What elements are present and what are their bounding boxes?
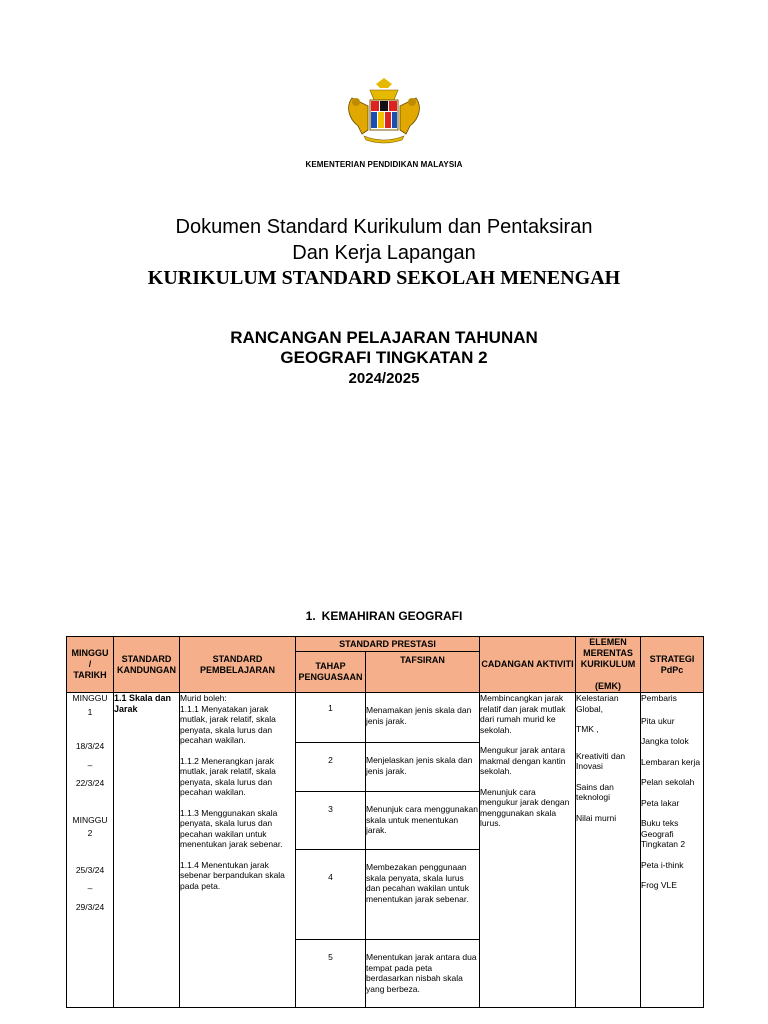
section-title: KEMAHIRAN GEOGRAFI (321, 609, 463, 623)
header-standard-prestasi: STANDARD PRESTASI (296, 637, 480, 652)
strategy-item: Peta lakar (641, 797, 680, 808)
minggu-number: 2 (87, 828, 93, 838)
standard-kandungan-cell: 1.1 Skala dan Jarak (114, 693, 180, 1008)
strategy-item: Pembaris (641, 693, 677, 703)
learning-standard-item: Murid boleh: 1.1.1 Menyatakan jarak mutlak, jarak relatif, skala penyata, skala lurus dan pecahan wakilan. (180, 693, 276, 745)
section-number: 1. (305, 609, 316, 623)
header-strategi: STRATEGI PdPc (641, 637, 704, 693)
tahap-cell: 3 (296, 792, 366, 850)
tahap-cell: 1 (296, 693, 366, 743)
section-heading (0, 609, 768, 623)
tafsiran-cell: Menentukan jarak antara dua tempat pada peta berdasarkan nisbah skala yang berbeza. (366, 940, 480, 1008)
strategy-item: Peta i-think (641, 859, 684, 870)
tahap-cell: 5 (296, 940, 366, 1008)
header-minggu: MINGGU / TARIKH (67, 637, 114, 693)
header-tafsiran: TAFSIRAN (366, 652, 480, 693)
strategy-item: Jangka tolok (641, 736, 689, 746)
element-item: Sains dan teknologi (576, 781, 614, 802)
strategy-item: Pelan sekolah (641, 777, 695, 787)
activity-item: Menunjuk cara mengukur jarak dengan menggunakan skala lurus. (480, 786, 570, 828)
minggu-tarikh-cell (67, 693, 114, 1008)
tahap-cell: 4 (296, 850, 366, 940)
header-standard-kandungan: STANDARD KANDUNGAN (114, 637, 180, 693)
activity-item: Membincangkan jarak relatif dan jarak mutlak dari rumah murid ke sekolah. (480, 693, 566, 735)
coat-of-arms-emblem (340, 78, 428, 146)
strategy-item: Lembaran kerja (641, 756, 701, 767)
tafsiran-cell: Menjelaskan jenis skala dan jenis jarak. (366, 743, 480, 792)
header-standard-pembelajaran: STANDARD PEMBELAJARAN (180, 637, 296, 693)
header-elemen: ELEMEN MERENTAS KURIKULUM (EMK) (576, 637, 641, 693)
date-dash: – (87, 759, 93, 770)
learning-standard-item: 1.1.3 Menggunakan skala penyata, skala lurus dan pecahan wakilan untuk menentukan jarak sebenar. (180, 807, 283, 849)
element-item: Kreativiti dan Inovasi (576, 750, 626, 771)
date-start: 18/3/24 (75, 741, 105, 751)
activity-item: Mengukur jarak antara makmal dengan kantin sekolah. (480, 745, 566, 776)
standard-pembelajaran-cell (180, 693, 296, 1008)
minggu-label: MINGGU (72, 693, 108, 703)
cadangan-aktiviti-cell (480, 693, 576, 1008)
date-dash: – (87, 883, 93, 893)
header-elemen-abbr: (EMK) (595, 681, 622, 691)
strategy-item: Pita ukur (641, 715, 675, 726)
academic-year: 2024/2025 (348, 370, 420, 387)
element-item: Kelestarian Global, (576, 693, 619, 714)
date-end: 29/3/24 (75, 901, 105, 912)
minggu-number: 1 (87, 706, 93, 717)
minggu-label: MINGGU (72, 814, 108, 825)
curriculum-title: KURIKULUM STANDARD SEKOLAH MENENGAH (147, 267, 621, 289)
learning-standard-item: 1.1.4 Menentukan jarak sebenar berpandukan skala pada peta. (180, 859, 285, 891)
header-tahap: TAHAP PENGUASAAN (296, 652, 366, 693)
document-title-line-2: Dan Kerja Lapangan (292, 242, 476, 264)
elemen-cell (576, 693, 641, 1008)
strategy-item: Buku teks Geografi Tingkatan 2 (641, 818, 686, 849)
lesson-plan-table (66, 636, 704, 1008)
tahap-cell: 2 (296, 743, 366, 792)
ministry-name: KEMENTERIAN PENDIDIKAN MALAYSIA (305, 160, 463, 169)
learning-standard-item: 1.1.2 Menerangkan jarak mutlak, jarak relatif, skala penyata, skala lurus dan pecahan wakilan. (180, 755, 276, 797)
plan-title: RANCANGAN PELAJARAN TAHUNAN (230, 328, 538, 347)
element-item: Nilai murni (576, 812, 617, 823)
date-end: 22/3/24 (75, 778, 105, 788)
header-cadangan-aktiviti: CADANGAN AKTIVITI (480, 637, 576, 693)
strategy-item: Frog VLE (641, 880, 677, 890)
element-item: TMK , (576, 724, 599, 734)
tafsiran-cell: Menamakan jenis skala dan jenis jarak. (366, 693, 480, 743)
tafsiran-cell: Menunjuk cara menggunakan skala untuk menentukan jarak. (366, 792, 480, 850)
strategi-cell (641, 693, 704, 1008)
date-start: 25/3/24 (75, 864, 105, 875)
document-title-line-1: Dokumen Standard Kurikulum dan Pentaksiran (175, 216, 593, 238)
subject-title: GEOGRAFI TINGKATAN 2 (280, 348, 488, 367)
tafsiran-cell: Membezakan penggunaan skala penyata, skala lurus dan pecahan wakilan untuk menentukan jarak sebenar. (366, 850, 480, 940)
